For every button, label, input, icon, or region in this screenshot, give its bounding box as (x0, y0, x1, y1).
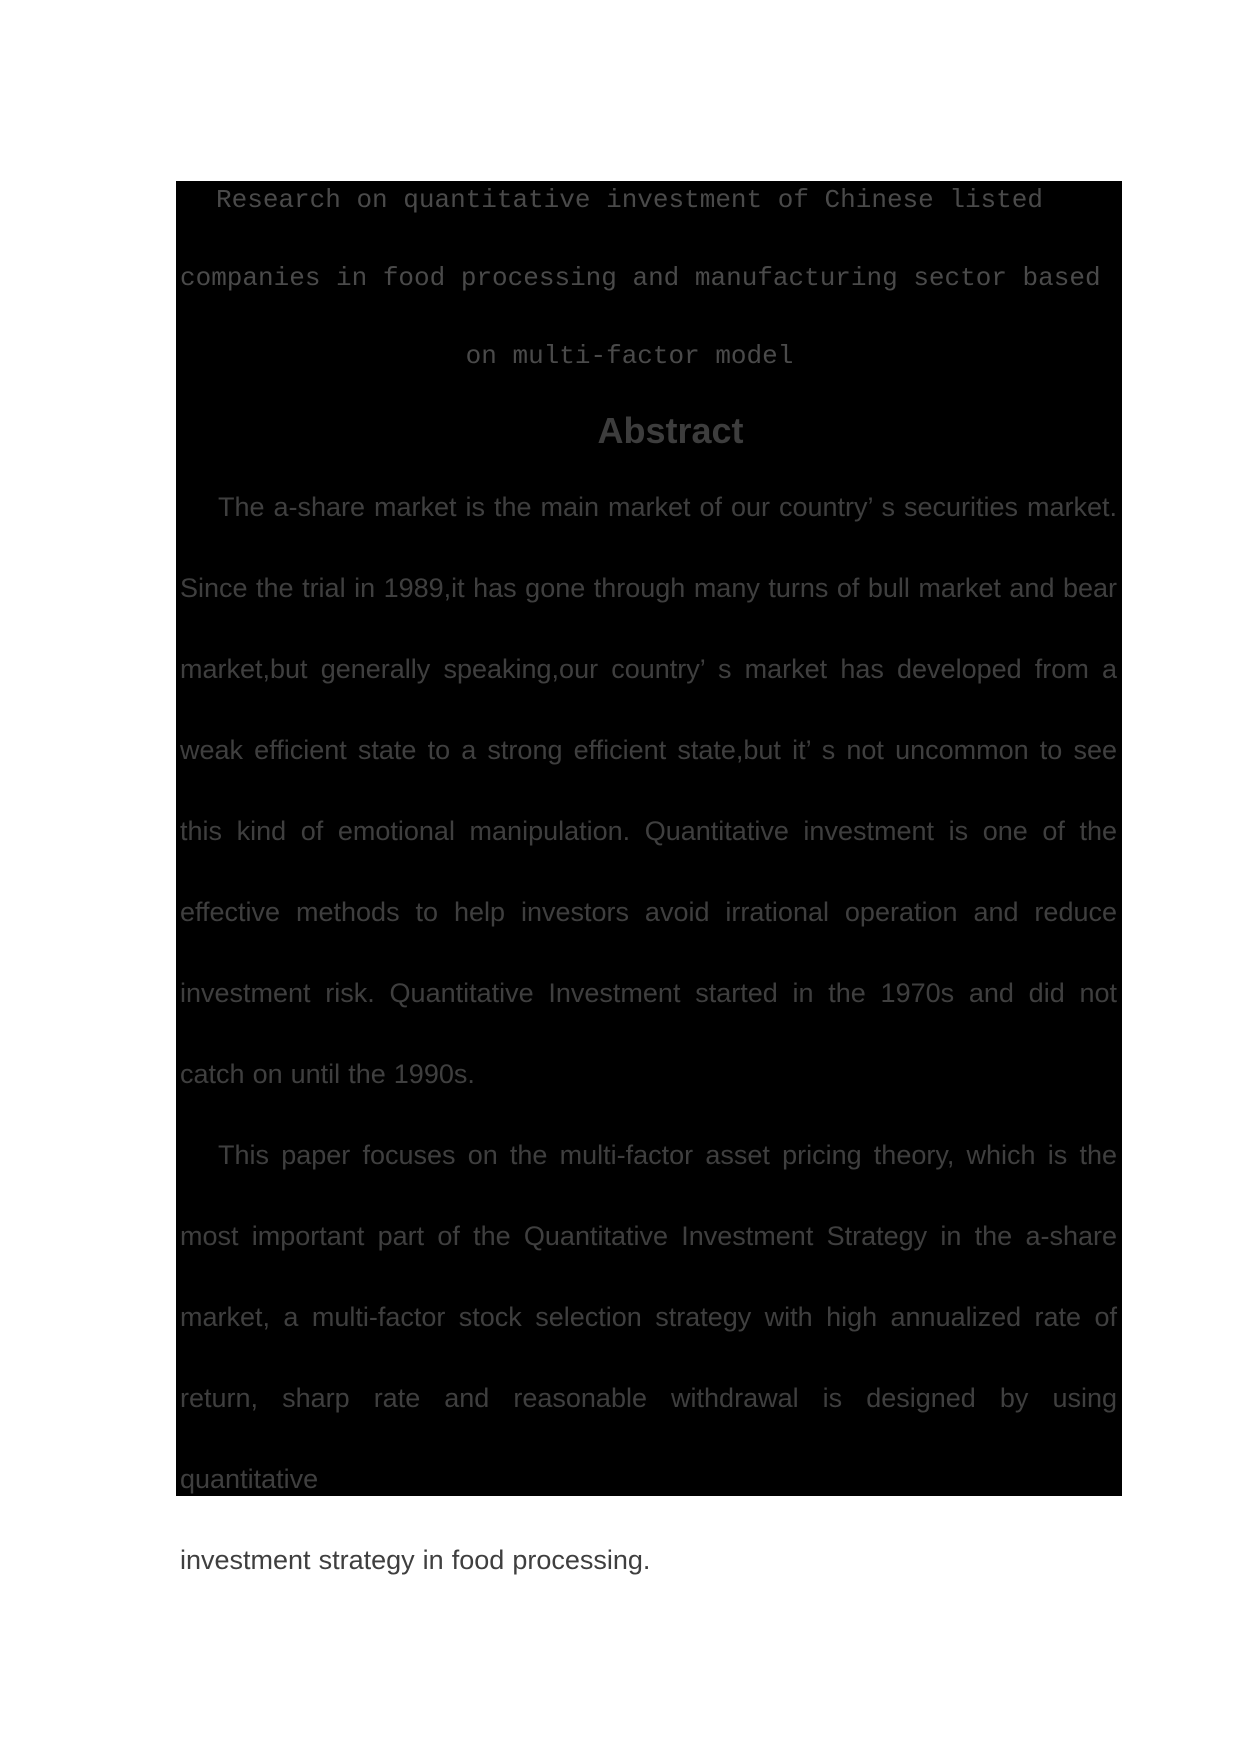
body-line: market,but generally speaking,our country’ s market has developed from a (180, 654, 1117, 684)
body-line: Since the trial in 1989,it has gone through many turns of bull market and bear (180, 573, 1117, 603)
abstract-body (180, 467, 1117, 1601)
title-line: companies in food processing and manufacturing sector based (180, 263, 1101, 293)
body-line: The a-share market is the main market of our country’ s securities market. (218, 492, 1117, 522)
body-line: this kind of emotional manipulation. Quantitative investment is one of the (180, 816, 1117, 846)
title-line: Research on quantitative investment of Chinese listed (216, 185, 1043, 215)
abstract-heading: Abstract (597, 410, 744, 451)
paragraph (180, 1115, 1117, 1601)
body-line: weak efficient state to a strong efficient state,but it’ s not uncommon to see (180, 735, 1117, 765)
body-line: most important part of the Quantitative Investment Strategy in the a-share (180, 1221, 1117, 1251)
body-line: market, a multi-factor stock selection strategy with high annualized rate of (180, 1302, 1117, 1332)
body-line: investment risk. Quantitative Investment started in the 1970s and did not (180, 978, 1117, 1008)
body-line: return, sharp rate and reasonable withdrawal is designed by using quantitative (180, 1383, 1117, 1494)
body-line: catch on until the 1990s. (180, 1059, 475, 1089)
title-line: on multi-factor model (465, 341, 794, 371)
paragraph (180, 467, 1117, 1115)
body-line: investment strategy in food processing. (180, 1545, 651, 1575)
paper-title (180, 161, 1117, 395)
body-line: effective methods to help investors avoid irrational operation and reduce (180, 897, 1117, 927)
black-highlight-block (176, 181, 1122, 1575)
body-line: This paper focuses on the multi-factor asset pricing theory, which is the (218, 1140, 1117, 1170)
